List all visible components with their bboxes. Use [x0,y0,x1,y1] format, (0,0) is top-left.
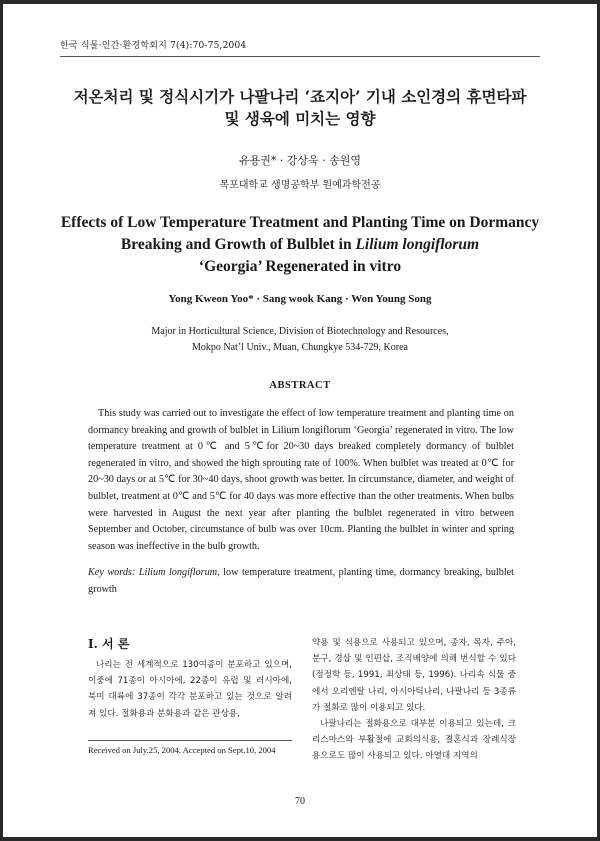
journal-header: 한국 식물·인간·환경학회지 7(4):70-75,2004 [60,41,247,51]
korean-title-line2: 및 생육에 미치는 영향 [224,109,376,128]
intro-paragraph-right-2: 나팔나리는 절화용으로 대부분 이용되고 있는데, 크리스마스와 부활절에 교회의식용, 결혼식과 장례식장용으로도 많이 사용되고 있다. 아열대 지역의 [312,719,516,762]
intro-paragraph-left: 나리는 전 세계적으로 130여종이 분포하고 있으며, 이중에 71종이 아시아에, 22종이 유럽 및 러시아에, 북미 대륙에 37종이 각각 분포하고 있는 것으로 알려져 있다. 절화용과 분화용과 같은 관상용, [88,660,292,719]
english-affiliation-line2: Mokpo Nat’l Univ., Muan, Chungkye 534-729, Korea [192,342,408,353]
header-rule [60,56,540,57]
footnote-rule [88,740,292,741]
english-title-line2-prefix: Breaking and Growth of Bulblet in [120,236,356,253]
received-note: Received on July.25, 2004. Accepted on Sept.10, 2004 [88,745,276,755]
abstract-body [88,406,514,599]
page-border-left [0,0,3,841]
keywords-label: Key words: [88,567,136,579]
right-column [312,635,516,765]
english-title-species: Lilium longiflorum [355,236,480,253]
page-border-bottom [0,837,600,841]
english-affiliation [60,324,540,356]
english-authors: Yong Kweon Yoo* · Sang wook Kang · Won Young Song [168,293,432,305]
english-title-line1: Effects of Low Temperature Treatment and Planting Time on Dormancy [60,214,540,231]
keywords [88,565,514,598]
korean-title-line1: 저온처리 및 정식시기가 나팔나리 ‘죠지아’ 기내 소인경의 휴면타파 [73,87,527,106]
english-title-line2 [60,234,540,256]
korean-authors: 유용권* · 강상욱 · 송원영 [238,154,362,167]
abstract-heading: ABSTRACT [269,380,331,391]
keywords-text: low temperature treatment, planting time, dormancy breaking, bulblet growth [88,567,515,595]
abstract-text: This study was carried out to investigate the effect of low temperature treatment and planting time on dormancy breaking and growth of bulblet in Lilium longiflorum ‘Georgia’ regenerated in vitro. The low temperature treatment at 0℃ and 5℃for 20~30 days breaked completely dormancy of bulblet regenerated in vitro, and showed the high sprouting rate of 100%. When bulblet was treated at 0℃ for 20~30 days or at 5℃ for 30~40 days, shoot growth was better. In circumstance, diameter, and weight of bulblet, treatment at 0℃ and 5℃ for 40 days was more effective than the other treatments. When bulbs were harvested in August the next year after planting the bulblet regenerated in vitro between September and October, circumstance of bulb was over 10cm. Planting the bulblet in winter and spring season was ineffective in the bulb growth. [88,408,514,552]
korean-title [60,86,540,130]
left-column [88,635,292,722]
keywords-species: Lilium longiflorum, [138,567,220,579]
page-number: 70 [295,796,305,807]
english-title [60,212,540,278]
section-heading-introduction: Ⅰ. 서 론 [88,637,130,651]
intro-paragraph-right-1: 약용 및 식용으로 사용되고 있으며, 종자, 목자, 주아, 분구, 경삽 및 인편삽, 조직배양에 의해 번식할 수 있다(정정학 등, 1991, 최상태 등, 1996). 나리속 식물 중에서 오리엔탈 나리, 아시아틱나리, 나팔나리 등 3종류가 절화로 많이 이용되고 있다. [312,638,516,713]
page-border-top [0,0,600,4]
english-title-line3: ‘Georgia’ Regenerated in vitro [198,258,402,275]
english-affiliation-line1: Major in Horticultural Science, Division of Biotechnology and Resources, [151,326,449,337]
korean-affiliation: 목포대학교 생명공학부 원예과학전공 [219,180,381,191]
